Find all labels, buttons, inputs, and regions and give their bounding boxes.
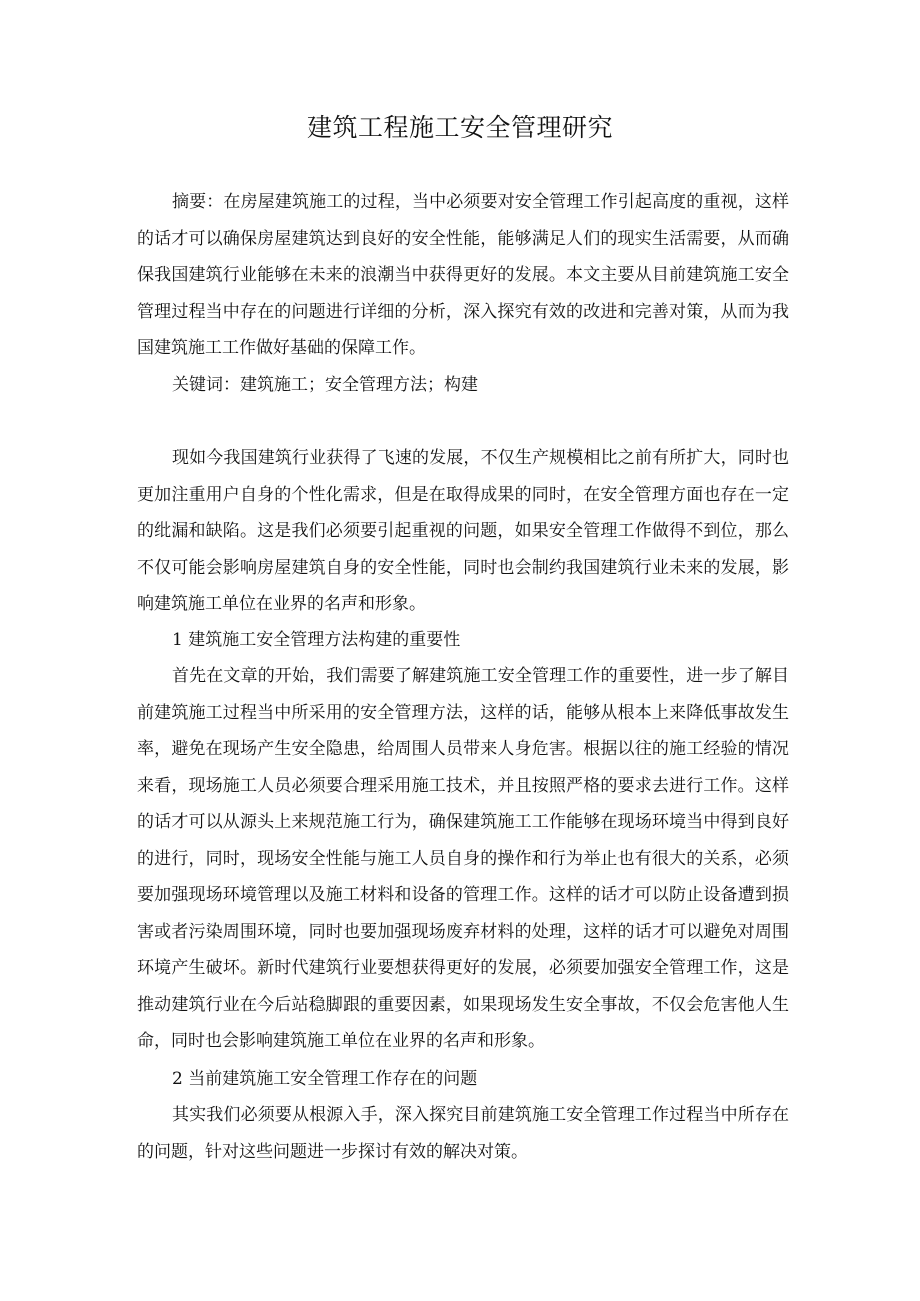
keywords-paragraph: 关键词：建筑施工；安全管理方法；构建 (172, 375, 478, 395)
section-2-heading-block (137, 1061, 789, 1098)
section-2-paragraph: 其实我们必须要从根源入手，深入探究目前建筑施工安全管理工作过程当中所存在的问题，针对这些问题进一步探讨有效的解决对策。 (137, 1105, 789, 1162)
section-1-heading: 1 建筑施工安全管理方法构建的重要性 (172, 630, 461, 650)
intro-block (137, 440, 789, 623)
keywords-block (137, 367, 789, 404)
section-1-paragraph: 首先在文章的开始，我们需要了解建筑施工安全管理工作的重要性，进一步了解目前建筑施工过程当中所采用的安全管理方法，这样的话，能够从根本上来降低事故发生率，避免在现场产生安全隐患，给周围人员带来人身危害。根据以往的施工经验的情况来看，现场施工人员必须要合理采用施工技术，并且按照严格的要求去进行工作。这样的话才可以从源头上来规范施工行为，确保建筑施工工作能够在现场环境当中得到良好的进行，同时，现场安全性能与施工人员自身的操作和行为举止也有很大的关系，必须要加强现场环境管理以及施工材料和设备的管理工作。这样的话才可以防止设备遭到损害或者污染周围环境，同时也要加强现场废弃材料的处理，这样的话才可以避免对周围环境产生破坏。新时代建筑行业要想获得更好的发展，必须要加强安全管理工作，这是推动建筑行业在今后站稳脚跟的重要因素，如果现场发生安全事故，不仅会危害他人生命，同时也会影响建筑施工单位在业界的名声和形象。 (137, 666, 789, 1051)
section-1-heading-block (137, 622, 789, 659)
abstract-paragraph: 摘要：在房屋建筑施工的过程，当中必须要对安全管理工作引起高度的重视，这样的话才可以确保房屋建筑达到良好的安全性能，能够满足人们的现实生活需要，从而确保我国建筑行业能够在未来的浪潮当中获得更好的发展。本文主要从目前建筑施工安全管理过程当中存在的问题进行详细的分析，深入探究有效的改进和完善对策，从而为我国建筑施工工作做好基础的保障工作。 (137, 192, 789, 358)
section-2-heading: 2 当前建筑施工安全管理工作存在的问题 (172, 1069, 478, 1089)
section-1-body-block (137, 658, 789, 1060)
document-title: 建筑工程施工安全管理研究 (306, 113, 613, 142)
intro-paragraph: 现如今我国建筑行业获得了飞速的发展，不仅生产规模相比之前有所扩大，同时也更加注重用户自身的个性化需求，但是在取得成果的同时，在安全管理方面也存在一定的纰漏和缺陷。这是我们必须要引起重视的问题，如果安全管理工作做得不到位，那么不仅可能会影响房屋建筑自身的安全性能，同时也会制约我国建筑行业未来的发展，影响建筑施工单位在业界的名声和形象。 (137, 448, 789, 614)
section-2-body-block (137, 1097, 789, 1170)
abstract-block (137, 184, 789, 367)
